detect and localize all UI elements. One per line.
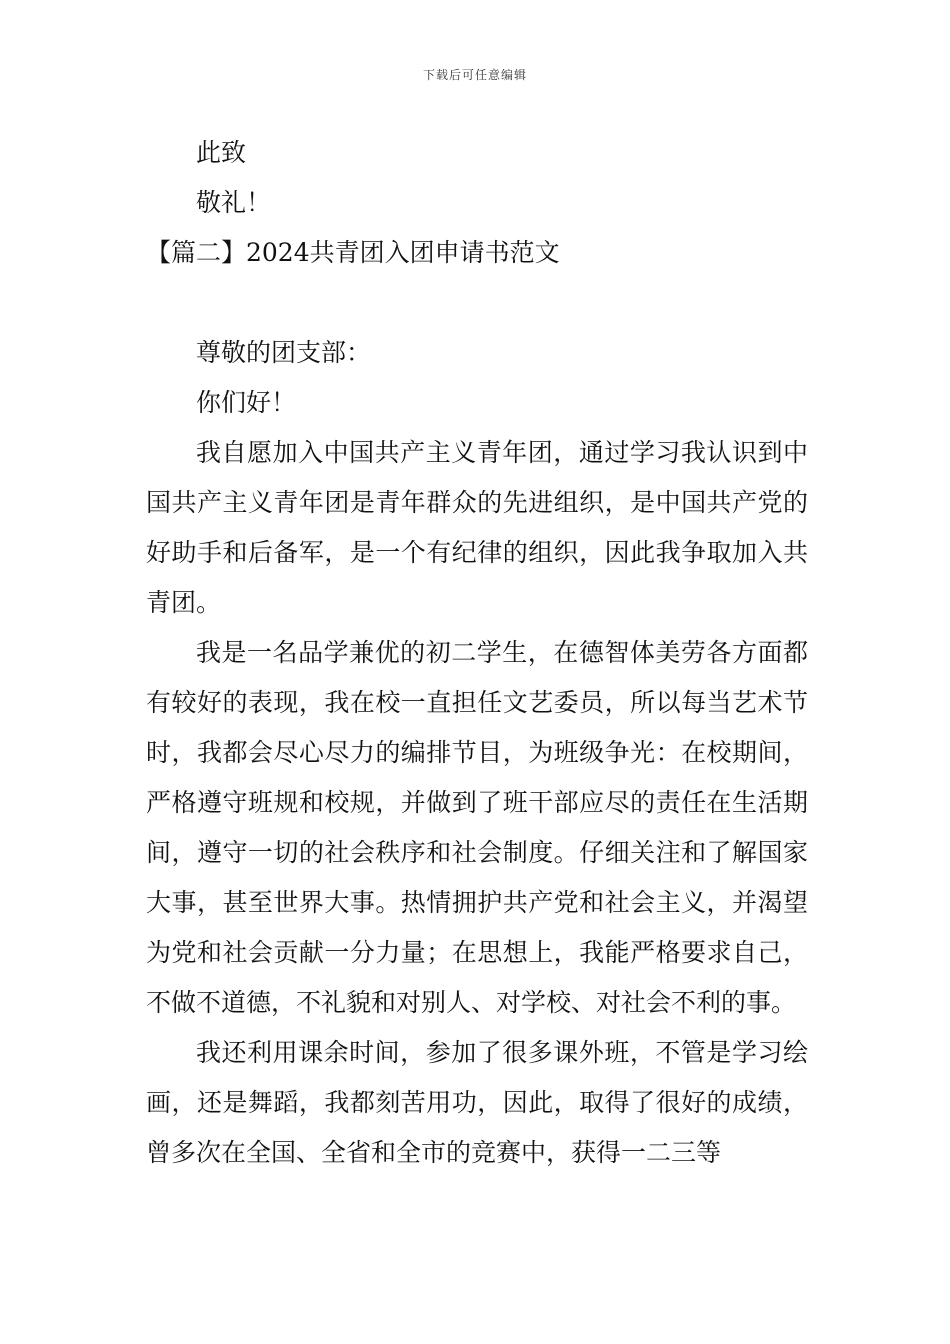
- page-header: 下载后可任意编辑: [422, 68, 527, 82]
- closing-line-2: 敬礼！: [196, 188, 272, 217]
- paragraph-3: 我还利用课余时间，参加了很多课外班，不管是学习绘画，还是舞蹈，我都刻苦用功，因此，取得了很好的成绩，曾多次在全国、全省和全市的竞赛中，获得一二三等: [146, 1038, 808, 1167]
- salutation: 尊敬的团支部：: [196, 338, 372, 367]
- paragraph-1: 我自愿加入中国共产主义青年团，通过学习我认识到中国共产主义青年团是青年群众的先进组织，是中国共产党的好助手和后备军，是一个有纪律的组织，因此我争取加入共青团。: [146, 438, 808, 617]
- document-body: [146, 128, 808, 1178]
- section-heading: 【篇二】2024共青团入团申请书范文: [146, 238, 560, 267]
- closing-line-1: 此致: [196, 138, 247, 167]
- greeting: 你们好！: [196, 388, 297, 417]
- blank-line: [146, 278, 808, 328]
- paragraph-2: 我是一名品学兼优的初二学生，在德智体美劳各方面都有较好的表现，我在校一直担任文艺委员，所以每当艺术节时，我都会尽心尽力的编排节目，为班级争光：在校期间，严格遵守班规和校规，并做到了班干部应尽的责任在生活期间，遵守一切的社会秩序和社会制度。仔细关注和了解国家大事，甚至世界大事。热情拥护共产党和社会主义，并渴望为党和社会贡献一分力量；在思想上，我能严格要求自己，不做不道德，不礼貌和对别人、对学校、对社会不利的事。: [146, 638, 808, 1017]
